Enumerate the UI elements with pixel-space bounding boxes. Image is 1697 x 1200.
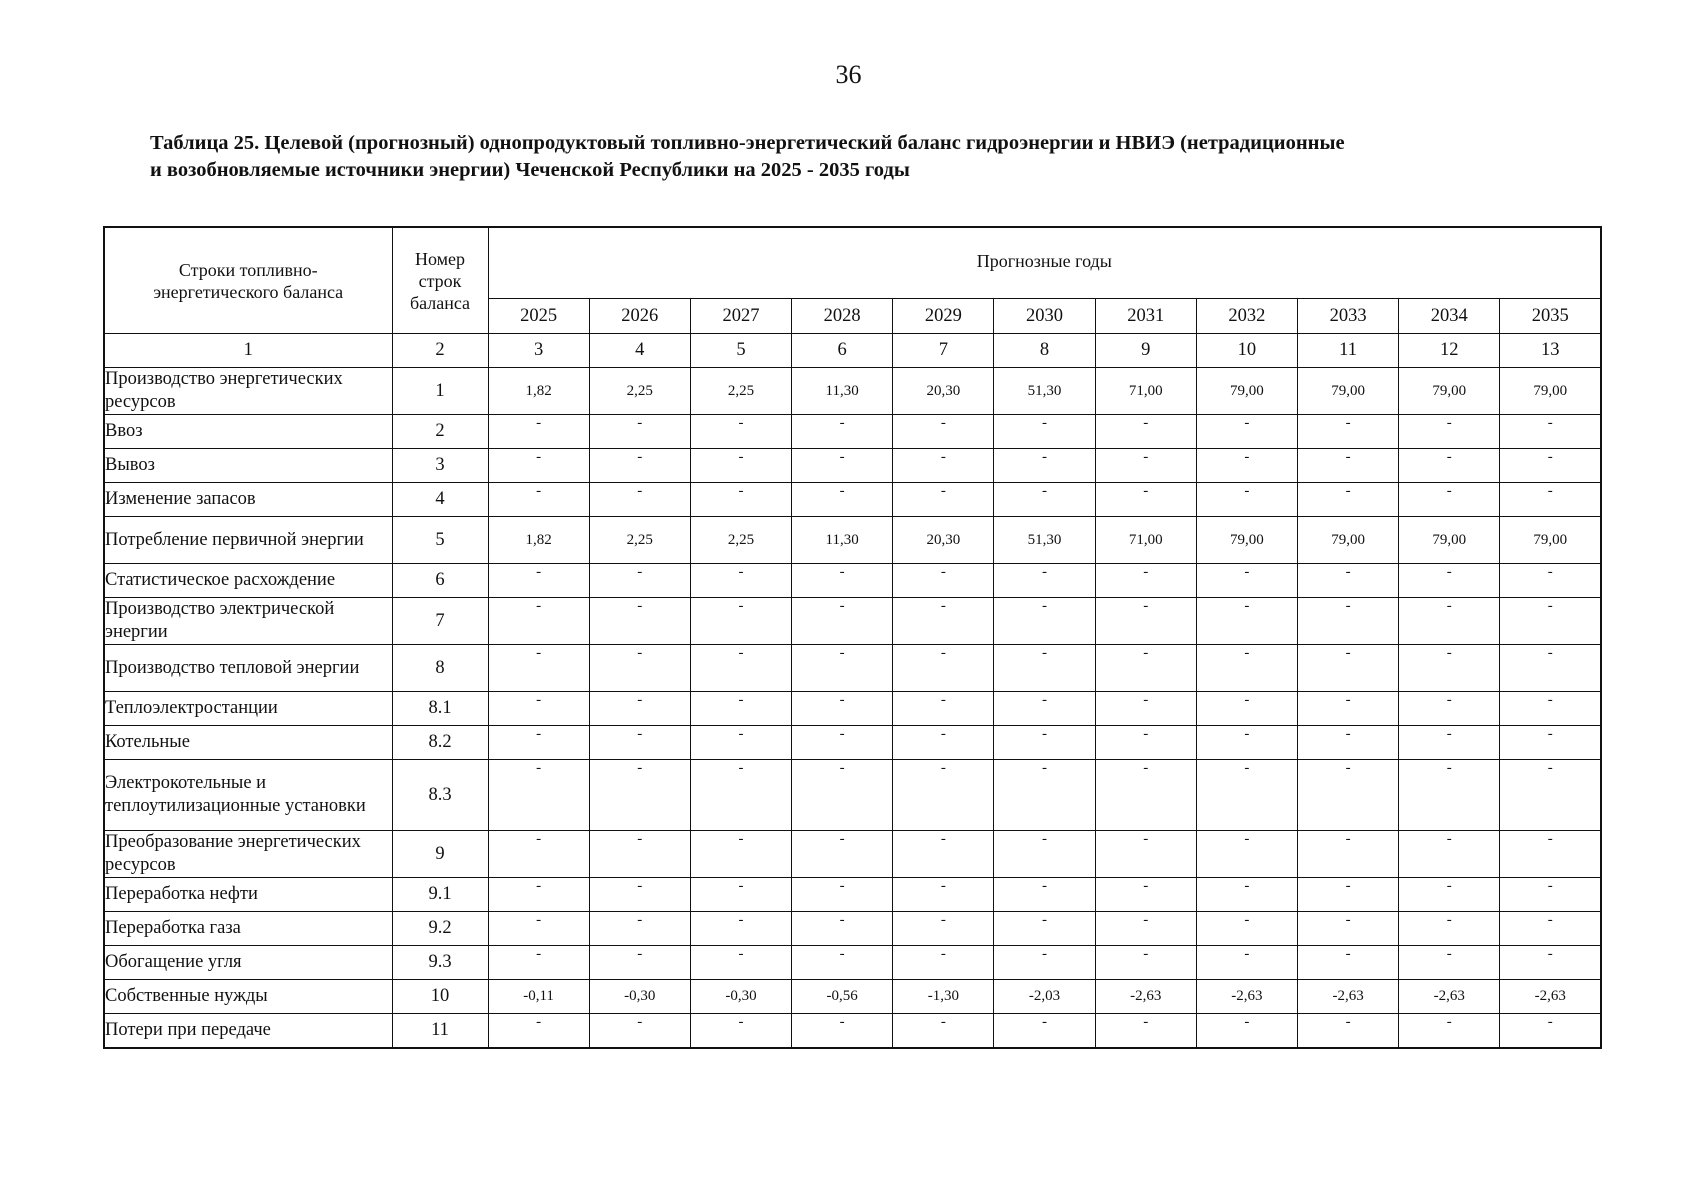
row-value: 20,30 bbox=[893, 517, 994, 564]
row-value: - bbox=[1196, 415, 1297, 449]
row-value: 20,30 bbox=[893, 368, 994, 415]
column-index: 10 bbox=[1196, 334, 1297, 368]
row-value: - bbox=[589, 415, 690, 449]
row-name: Производство электрической энергии bbox=[104, 598, 392, 645]
row-value: - bbox=[994, 449, 1095, 483]
row-name: Ввоз bbox=[104, 415, 392, 449]
row-value: - bbox=[488, 645, 589, 692]
row-value: - bbox=[1500, 1014, 1601, 1049]
row-value: 79,00 bbox=[1298, 517, 1399, 564]
row-value: - bbox=[1399, 692, 1500, 726]
table-row bbox=[104, 946, 1601, 980]
row-value: - bbox=[792, 483, 893, 517]
row-value: 79,00 bbox=[1399, 517, 1500, 564]
row-value: - bbox=[792, 415, 893, 449]
row-value: - bbox=[1095, 946, 1196, 980]
row-value: - bbox=[792, 946, 893, 980]
header-year: 2034 bbox=[1399, 299, 1500, 334]
row-value: 71,00 bbox=[1095, 368, 1196, 415]
header-year: 2025 bbox=[488, 299, 589, 334]
row-value: - bbox=[488, 564, 589, 598]
row-value: 79,00 bbox=[1399, 368, 1500, 415]
row-value: - bbox=[994, 946, 1095, 980]
row-value: - bbox=[1095, 1014, 1196, 1049]
row-value: 2,25 bbox=[690, 517, 791, 564]
row-number: 1 bbox=[392, 368, 488, 415]
row-value: - bbox=[1196, 692, 1297, 726]
column-index: 9 bbox=[1095, 334, 1196, 368]
row-value: - bbox=[589, 912, 690, 946]
table-row bbox=[104, 415, 1601, 449]
row-value: - bbox=[1500, 564, 1601, 598]
row-value: - bbox=[893, 415, 994, 449]
row-value: - bbox=[1399, 878, 1500, 912]
row-value: - bbox=[589, 760, 690, 831]
row-value: - bbox=[488, 449, 589, 483]
row-value: - bbox=[994, 598, 1095, 645]
row-value: - bbox=[1196, 483, 1297, 517]
row-value: - bbox=[690, 831, 791, 878]
row-value: - bbox=[792, 912, 893, 946]
row-value: - bbox=[994, 878, 1095, 912]
row-value: - bbox=[792, 449, 893, 483]
row-value: - bbox=[488, 726, 589, 760]
table-row bbox=[104, 692, 1601, 726]
row-number: 7 bbox=[392, 598, 488, 645]
row-value: 2,25 bbox=[589, 368, 690, 415]
column-index: 1 bbox=[104, 334, 392, 368]
row-number: 10 bbox=[392, 980, 488, 1014]
row-value: - bbox=[690, 483, 791, 517]
row-value: - bbox=[1095, 878, 1196, 912]
row-name: Изменение запасов bbox=[104, 483, 392, 517]
column-index: 12 bbox=[1399, 334, 1500, 368]
row-number: 6 bbox=[392, 564, 488, 598]
column-index: 13 bbox=[1500, 334, 1601, 368]
row-name: Статистическое расхождение bbox=[104, 564, 392, 598]
row-value: - bbox=[994, 912, 1095, 946]
page-number: 36 bbox=[835, 60, 862, 89]
row-value: - bbox=[488, 483, 589, 517]
row-number: 3 bbox=[392, 449, 488, 483]
header-year: 2032 bbox=[1196, 299, 1297, 334]
row-value: - bbox=[589, 483, 690, 517]
column-index: 5 bbox=[690, 334, 791, 368]
row-value: - bbox=[1196, 946, 1297, 980]
row-value: - bbox=[1196, 912, 1297, 946]
row-value: - bbox=[589, 878, 690, 912]
row-value: - bbox=[1500, 449, 1601, 483]
row-value: - bbox=[589, 726, 690, 760]
row-value: - bbox=[1399, 726, 1500, 760]
row-value: - bbox=[589, 449, 690, 483]
row-value: -2,03 bbox=[994, 980, 1095, 1014]
row-value: - bbox=[488, 692, 589, 726]
row-value: - bbox=[1500, 726, 1601, 760]
row-value: - bbox=[1298, 564, 1399, 598]
row-value: - bbox=[1095, 483, 1196, 517]
row-value: - bbox=[1095, 564, 1196, 598]
table-row bbox=[104, 760, 1601, 831]
row-value: - bbox=[1500, 415, 1601, 449]
row-value: - bbox=[1196, 598, 1297, 645]
row-value: - bbox=[1399, 564, 1500, 598]
row-value: - bbox=[1196, 760, 1297, 831]
row-number: 9.2 bbox=[392, 912, 488, 946]
table-row bbox=[104, 598, 1601, 645]
row-value: - bbox=[488, 760, 589, 831]
row-value: - bbox=[1500, 912, 1601, 946]
row-value: - bbox=[488, 831, 589, 878]
row-value: - bbox=[893, 483, 994, 517]
column-index: 3 bbox=[488, 334, 589, 368]
row-value: - bbox=[994, 564, 1095, 598]
row-value: - bbox=[994, 831, 1095, 878]
row-value: 71,00 bbox=[1095, 517, 1196, 564]
table-row bbox=[104, 564, 1601, 598]
header-forecast-label: Прогнозные годы bbox=[488, 227, 1601, 299]
row-name: Обогащение угля bbox=[104, 946, 392, 980]
header-number-label: Номер строк баланса bbox=[392, 227, 488, 334]
row-value: - bbox=[1095, 912, 1196, 946]
row-value: 51,30 bbox=[994, 368, 1095, 415]
row-value: - bbox=[1095, 760, 1196, 831]
row-name: Вывоз bbox=[104, 449, 392, 483]
table-row bbox=[104, 517, 1601, 564]
row-value: - bbox=[690, 449, 791, 483]
row-value: - bbox=[1196, 1014, 1297, 1049]
row-value: - bbox=[792, 1014, 893, 1049]
table-row bbox=[104, 645, 1601, 692]
row-value: - bbox=[893, 912, 994, 946]
row-value: - bbox=[589, 831, 690, 878]
table-row bbox=[104, 831, 1601, 878]
row-name: Теплоэлектростанции bbox=[104, 692, 392, 726]
row-value: - bbox=[792, 692, 893, 726]
row-value: - bbox=[1500, 645, 1601, 692]
row-value: - bbox=[1196, 831, 1297, 878]
row-value: - bbox=[1298, 415, 1399, 449]
table-row bbox=[104, 483, 1601, 517]
table-row bbox=[104, 912, 1601, 946]
row-value: - bbox=[893, 564, 994, 598]
table-title bbox=[150, 130, 1590, 184]
row-value: - bbox=[1196, 726, 1297, 760]
row-value: - bbox=[1298, 598, 1399, 645]
row-value: - bbox=[1500, 878, 1601, 912]
row-value: - bbox=[589, 692, 690, 726]
row-value: - bbox=[893, 726, 994, 760]
row-value: - bbox=[1298, 912, 1399, 946]
row-value: - bbox=[792, 726, 893, 760]
row-value: - bbox=[589, 645, 690, 692]
header-year: 2027 bbox=[690, 299, 791, 334]
row-value: - bbox=[1399, 1014, 1500, 1049]
row-value: - bbox=[1500, 831, 1601, 878]
row-value: - bbox=[1095, 726, 1196, 760]
row-number: 9 bbox=[392, 831, 488, 878]
row-value: -2,63 bbox=[1399, 980, 1500, 1014]
row-value: - bbox=[1298, 831, 1399, 878]
row-value: - bbox=[1399, 946, 1500, 980]
row-value: -2,63 bbox=[1298, 980, 1399, 1014]
row-value: - bbox=[893, 878, 994, 912]
table-row bbox=[104, 1014, 1601, 1049]
row-value: 79,00 bbox=[1196, 517, 1297, 564]
row-value: - bbox=[488, 415, 589, 449]
row-value: 79,00 bbox=[1500, 517, 1601, 564]
row-value: - bbox=[1399, 449, 1500, 483]
header-index-row bbox=[104, 334, 1601, 368]
header-year: 2031 bbox=[1095, 299, 1196, 334]
row-value: - bbox=[1298, 760, 1399, 831]
row-value: - bbox=[792, 878, 893, 912]
row-value: -2,63 bbox=[1500, 980, 1601, 1014]
row-value: 51,30 bbox=[994, 517, 1095, 564]
row-name: Производство энергетических ресурсов bbox=[104, 368, 392, 415]
column-index: 6 bbox=[792, 334, 893, 368]
header-year: 2033 bbox=[1298, 299, 1399, 334]
row-value: - bbox=[1298, 726, 1399, 760]
row-value: - bbox=[1095, 449, 1196, 483]
header-year: 2026 bbox=[589, 299, 690, 334]
row-value: -0,56 bbox=[792, 980, 893, 1014]
row-name: Котельные bbox=[104, 726, 392, 760]
row-value: - bbox=[1399, 483, 1500, 517]
table-row bbox=[104, 726, 1601, 760]
table-row bbox=[104, 368, 1601, 415]
row-number: 2 bbox=[392, 415, 488, 449]
row-number: 8.2 bbox=[392, 726, 488, 760]
table-row bbox=[104, 878, 1601, 912]
row-value: - bbox=[488, 912, 589, 946]
row-value: -1,30 bbox=[893, 980, 994, 1014]
row-value: - bbox=[994, 1014, 1095, 1049]
row-value: - bbox=[1298, 645, 1399, 692]
row-value: - bbox=[589, 564, 690, 598]
row-value: - bbox=[1399, 598, 1500, 645]
row-value: - bbox=[1196, 645, 1297, 692]
row-value: - bbox=[690, 598, 791, 645]
row-value: - bbox=[792, 831, 893, 878]
row-value: - bbox=[690, 645, 791, 692]
column-index: 4 bbox=[589, 334, 690, 368]
row-value: - bbox=[893, 598, 994, 645]
table-row bbox=[104, 980, 1601, 1014]
row-value: - bbox=[690, 1014, 791, 1049]
row-value: - bbox=[1095, 831, 1196, 878]
row-number: 9.3 bbox=[392, 946, 488, 980]
row-value: - bbox=[994, 415, 1095, 449]
row-value: - bbox=[1196, 449, 1297, 483]
row-number: 4 bbox=[392, 483, 488, 517]
balance-table bbox=[103, 226, 1602, 1049]
row-name: Потребление первичной энергии bbox=[104, 517, 392, 564]
row-value: - bbox=[1095, 415, 1196, 449]
row-name: Переработка нефти bbox=[104, 878, 392, 912]
column-index: 8 bbox=[994, 334, 1095, 368]
row-value: - bbox=[589, 946, 690, 980]
row-value: - bbox=[690, 415, 791, 449]
row-value: - bbox=[488, 878, 589, 912]
row-value: - bbox=[1298, 1014, 1399, 1049]
row-value: 79,00 bbox=[1196, 368, 1297, 415]
row-name: Преобразование энергетических ресурсов bbox=[104, 831, 392, 878]
row-value: - bbox=[792, 760, 893, 831]
row-value: - bbox=[488, 598, 589, 645]
row-value: - bbox=[690, 726, 791, 760]
row-value: - bbox=[589, 598, 690, 645]
row-value: - bbox=[893, 692, 994, 726]
row-name: Электрокотельные и теплоутилизационные установки bbox=[104, 760, 392, 831]
row-value: - bbox=[1399, 912, 1500, 946]
row-value: - bbox=[1196, 878, 1297, 912]
column-index: 7 bbox=[893, 334, 994, 368]
row-value: - bbox=[893, 1014, 994, 1049]
row-value: - bbox=[792, 645, 893, 692]
row-number: 8.1 bbox=[392, 692, 488, 726]
row-value: - bbox=[994, 760, 1095, 831]
row-value: - bbox=[1500, 598, 1601, 645]
row-name: Переработка газа bbox=[104, 912, 392, 946]
header-year: 2030 bbox=[994, 299, 1095, 334]
row-value: - bbox=[1196, 564, 1297, 598]
header-rows-label: Строки топливно-энергетического баланса bbox=[104, 227, 392, 334]
column-index: 2 bbox=[392, 334, 488, 368]
row-value: -2,63 bbox=[1196, 980, 1297, 1014]
row-value: - bbox=[690, 912, 791, 946]
row-value: 79,00 bbox=[1298, 368, 1399, 415]
row-value: -2,63 bbox=[1095, 980, 1196, 1014]
header-year: 2029 bbox=[893, 299, 994, 334]
row-value: - bbox=[690, 878, 791, 912]
row-value: -0,11 bbox=[488, 980, 589, 1014]
row-value: - bbox=[893, 449, 994, 483]
row-number: 5 bbox=[392, 517, 488, 564]
row-value: 11,30 bbox=[792, 517, 893, 564]
row-value: - bbox=[792, 598, 893, 645]
row-value: - bbox=[994, 483, 1095, 517]
row-name: Потери при передаче bbox=[104, 1014, 392, 1049]
row-name: Производство тепловой энергии bbox=[104, 645, 392, 692]
row-value: - bbox=[893, 760, 994, 831]
row-value: - bbox=[1500, 692, 1601, 726]
row-value: - bbox=[690, 692, 791, 726]
row-value: 1,82 bbox=[488, 368, 589, 415]
row-value: - bbox=[1095, 692, 1196, 726]
row-value: - bbox=[488, 946, 589, 980]
row-value: - bbox=[690, 564, 791, 598]
row-value: - bbox=[1399, 415, 1500, 449]
row-value: - bbox=[1298, 449, 1399, 483]
row-value: - bbox=[994, 645, 1095, 692]
row-value: - bbox=[893, 831, 994, 878]
table-title-line-2: и возобновляемые источники энергии) Чеченской Республики на 2025 - 2035 годы bbox=[150, 159, 910, 181]
row-value: - bbox=[1298, 692, 1399, 726]
row-value: -0,30 bbox=[589, 980, 690, 1014]
row-value: - bbox=[893, 645, 994, 692]
row-value: - bbox=[1095, 598, 1196, 645]
row-value: - bbox=[994, 726, 1095, 760]
row-value: - bbox=[1500, 760, 1601, 831]
row-value: - bbox=[1095, 645, 1196, 692]
row-value: - bbox=[1399, 645, 1500, 692]
table-row bbox=[104, 449, 1601, 483]
row-number: 8.3 bbox=[392, 760, 488, 831]
row-value: - bbox=[488, 1014, 589, 1049]
row-value: 2,25 bbox=[690, 368, 791, 415]
header-year: 2028 bbox=[792, 299, 893, 334]
table-title-line-1: Таблица 25. Целевой (прогнозный) однопродуктовый топливно-энергетический баланс гидроэнергии и НВИЭ (нетрадиционные bbox=[150, 132, 1345, 154]
row-value: 79,00 bbox=[1500, 368, 1601, 415]
row-value: - bbox=[1399, 831, 1500, 878]
row-value: - bbox=[1500, 946, 1601, 980]
row-value: - bbox=[1399, 760, 1500, 831]
row-value: - bbox=[893, 946, 994, 980]
row-value: - bbox=[589, 1014, 690, 1049]
row-value: 2,25 bbox=[589, 517, 690, 564]
row-value: - bbox=[792, 564, 893, 598]
row-value: - bbox=[1298, 878, 1399, 912]
row-value: - bbox=[690, 760, 791, 831]
column-index: 11 bbox=[1298, 334, 1399, 368]
row-value: - bbox=[1298, 946, 1399, 980]
row-value: - bbox=[1500, 483, 1601, 517]
row-value: - bbox=[994, 692, 1095, 726]
row-number: 8 bbox=[392, 645, 488, 692]
row-number: 9.1 bbox=[392, 878, 488, 912]
header-year: 2035 bbox=[1500, 299, 1601, 334]
row-value: 1,82 bbox=[488, 517, 589, 564]
row-value: - bbox=[690, 946, 791, 980]
row-value: - bbox=[1298, 483, 1399, 517]
row-value: -0,30 bbox=[690, 980, 791, 1014]
row-name: Собственные нужды bbox=[104, 980, 392, 1014]
row-number: 11 bbox=[392, 1014, 488, 1049]
row-value: 11,30 bbox=[792, 368, 893, 415]
